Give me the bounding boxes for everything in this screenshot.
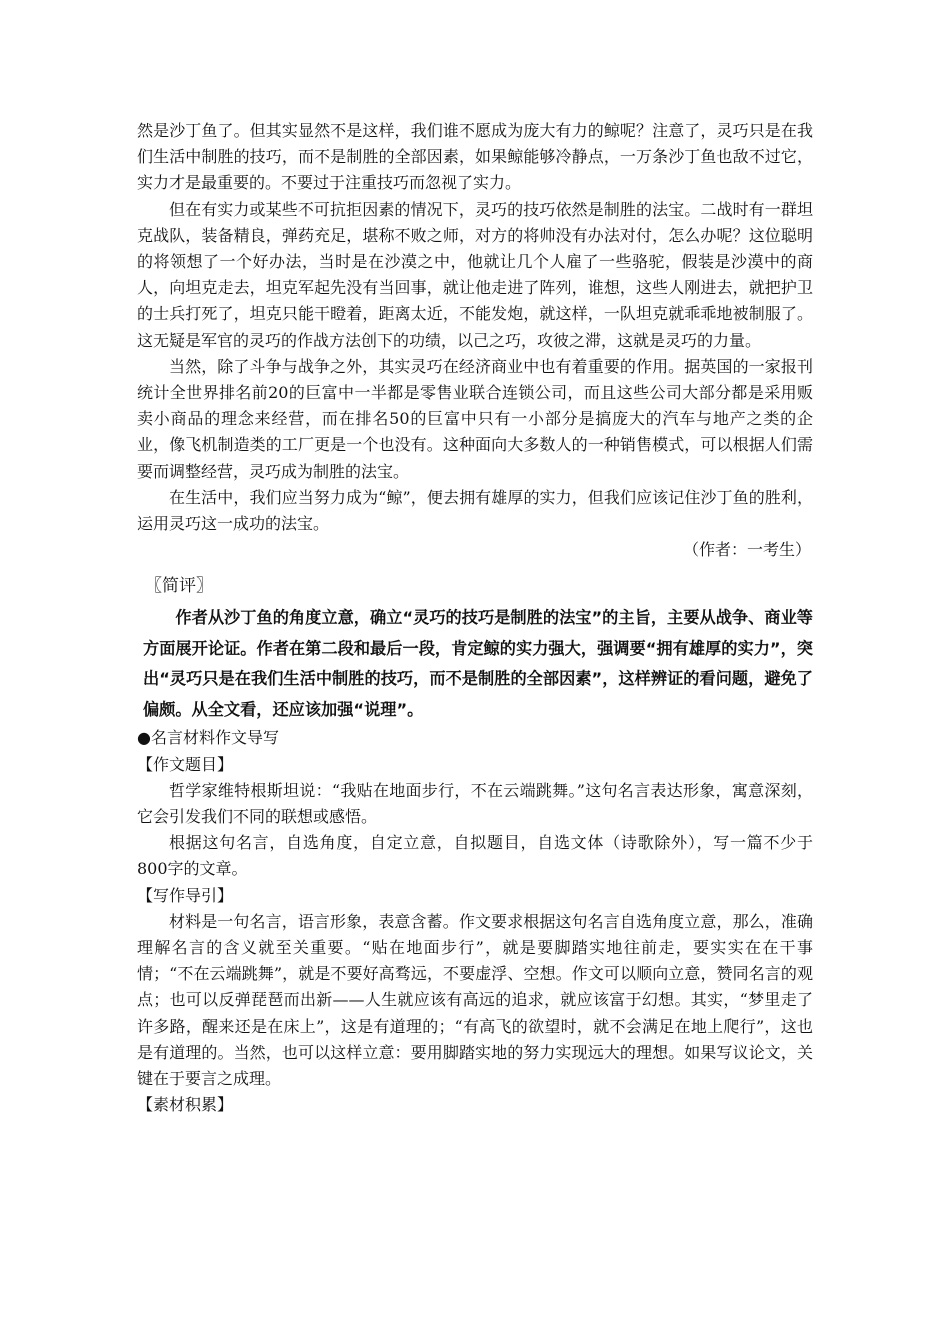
guide-heading: 【写作导引】 (137, 885, 234, 905)
review-block (143, 603, 813, 725)
article-paragraph-2: 但在有实力或某些不可抗拒因素的情况下，灵巧的技巧依然是制胜的法宝。二战时有一群坦克战队，装备精良，弹药充足，堪称不败之师，对方的将帅没有办法对付，怎么办呢？这位聪明的将领想了一个好办法，当时是在沙漠之中，他就让几个人雇了一些骆驼，假装是沙漠中的商人，向坦克走去，坦克军起先没有当回事，就让他走进了阵列，谁想，这些人刚进去，就把护卫的士兵打死了，坦克只能干瞪着，距离太近，不能发炮，就这样，一队坦克就乖乖地被制服了。这无疑是军官的灵巧的作战方法创下的功绩，以己之巧，攻彼之滞，这就是灵巧的力量。 (137, 199, 813, 350)
topic-paragraph-2: 根据这句名言，自选角度，自定立意，自拟题目，自选文体（诗歌除外），写一篇不少于800字的文章。 (137, 833, 813, 879)
topic-paragraph-1: 哲学家维特根斯坦说：“我贴在地面步行，不在云端跳舞。”这句名言表达形象，寓意深刻，它会引发我们不同的联想或感悟。 (137, 780, 813, 827)
article-paragraph-1: 然是沙丁鱼了。但其实显然不是这样，我们谁不愿成为庞大有力的鲸呢？注意了，灵巧只是在我们生活中制胜的技巧，而不是制胜的全部因素，如果鲸能够冷静点，一万条沙丁鱼也敌不过它，实力才是最重要的。不要过于注重技巧而忽视了实力。 (137, 121, 813, 193)
review-text: 作者从沙丁鱼的角度立意，确立“灵巧的技巧是制胜的法宝”的主旨，主要从战争、商业等方面展开论证。作者在第二段和最后一段，肯定鲸的实力强大，强调要“拥有雄厚的实力”，突出“灵巧只是在我们生活中制胜的技巧，而不是制胜的全部因素”，这样辨证的看问题，避免了偏颇。从全文看，还应该加强“说理”。 (143, 608, 813, 719)
material-heading: 【素材积累】 (137, 1095, 234, 1115)
guide-section-title: ●名言材料作文导写 (137, 728, 279, 748)
review-heading: 〖简评〗 (145, 576, 213, 597)
guide-paragraph: 材料是一句名言，语言形象，表意含蓄。作文要求根据这句名言自选角度立意，那么，准确理解名言的含义就至关重要。“贴在地面步行”，就是要脚踏实地往前走，要实实在在干事情；“不在云端跳舞”，就是不要好高骛远，不要虚浮、空想。作文可以顺向立意，赞同名言的观点；也可以反弹琵琶而出新——人生就应该有高远的追求，就应该富于幻想。其实，“梦里走了许多路，醒来还是在床上”，这是有道理的；“有高飞的欲望时，就不会满足在地上爬行”，这也是有道理的。当然，也可以这样立意：要用脚踏实地的努力实现远大的理想。如果写议论文，关键在于要言之成理。 (137, 911, 813, 1089)
document-page (137, 118, 813, 1119)
topic-heading: 【作文题目】 (137, 754, 234, 774)
article-author: （作者：一考生） (682, 540, 811, 560)
article-paragraph-3: 当然，除了斗争与战争之外，其实灵巧在经济商业中也有着重要的作用。据英国的一家报刊统计全世界排名前20的巨富中一半都是零售业联合连锁公司，而且这些公司大部分都是采用贩卖小商品的理念来经营，而在排名50的巨富中只有一小部分是搞庞大的汽车与地产之类的企业，像飞机制造类的工厂更是一个也没有。这种面向大多数人的一种销售模式，可以根据人们需要而调整经营，灵巧成为制胜的法宝。 (137, 356, 813, 481)
article-paragraph-4: 在生活中，我们应当努力成为“鲸”，便去拥有雄厚的实力，但我们应该记住沙丁鱼的胜利，运用灵巧这一成功的法宝。 (137, 487, 813, 534)
